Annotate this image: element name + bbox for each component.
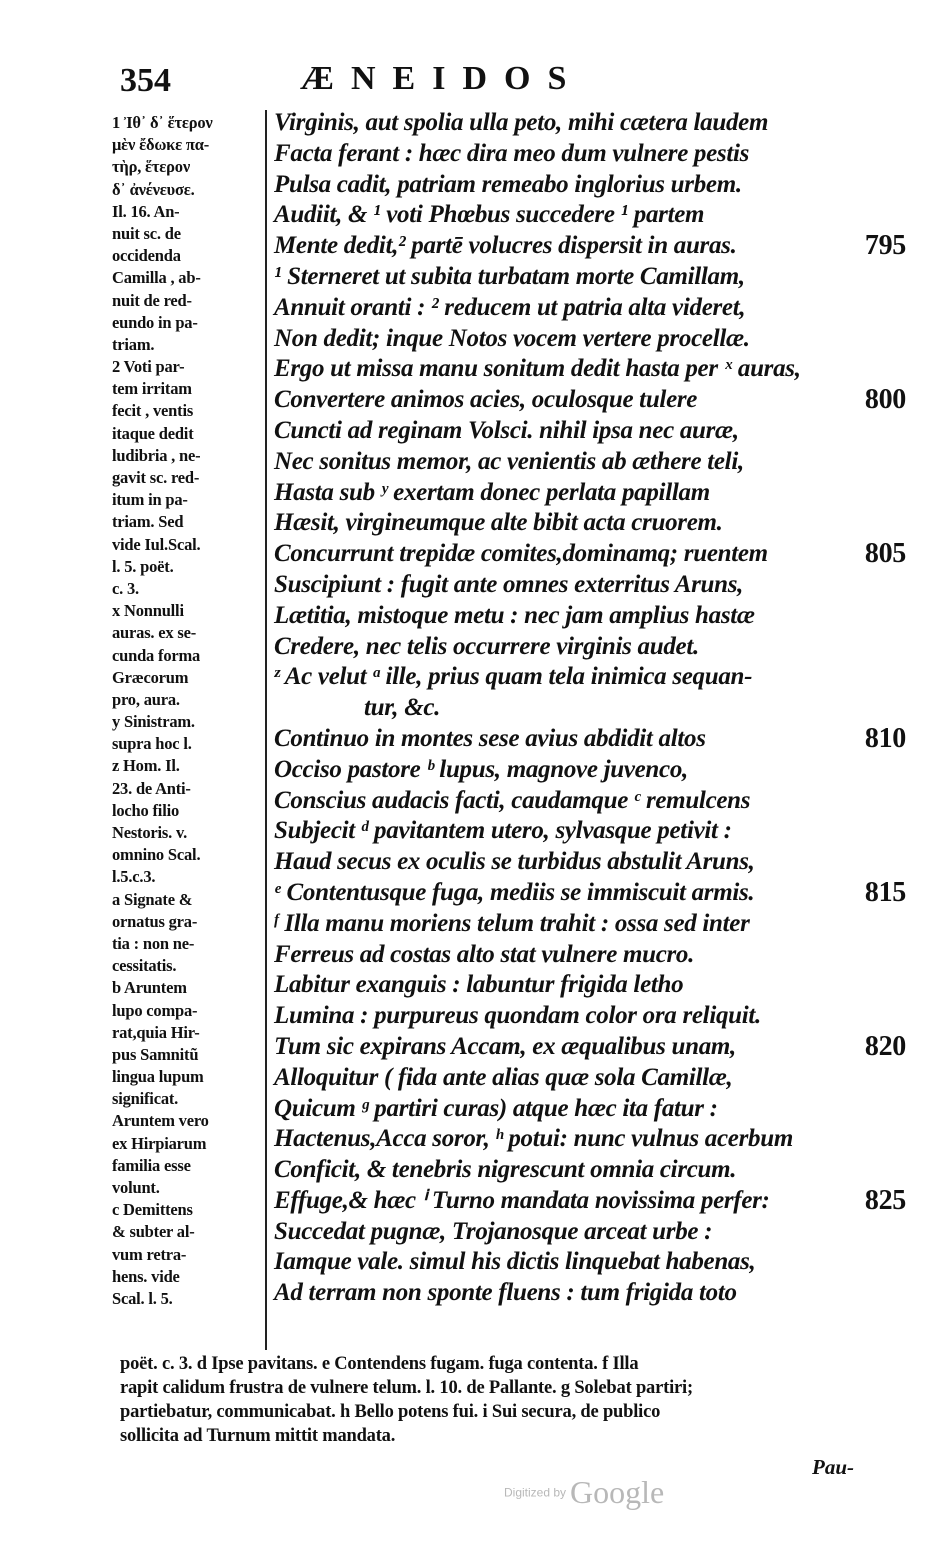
- verse-text: Labitur exanguis : labuntur frigida letho: [274, 971, 684, 999]
- margin-note-line: nuit de red-: [112, 290, 192, 310]
- margin-note-line: gavit sc. red-: [112, 468, 200, 487]
- verse-text: Conscius audacis facti, caudamque ᶜ remulcens: [274, 786, 751, 814]
- margin-note-line: y Sinistram.: [112, 712, 195, 732]
- verse-line: [274, 539, 904, 570]
- margin-note-line: l.5.c.3.: [112, 867, 156, 887]
- footnote-line: sollicita ad Turnum mittit mandata.: [120, 1426, 396, 1446]
- footnotes: [120, 1352, 880, 1448]
- verse-text: Lætitia, mistoque metu : nec jam amplius hastæ: [274, 601, 755, 629]
- footnote-line: partiebatur, communicabat. h Bello potens fui. i Sui secura, de publico: [120, 1402, 661, 1422]
- verse-text: Credere, nec telis occurrere virginis audet.: [274, 632, 699, 660]
- margin-note-line: Il. 16. An-: [112, 201, 180, 221]
- verse-text: Convertere animos acies, oculosque tulere: [274, 386, 698, 414]
- margin-note-line: eundo in pa-: [112, 312, 198, 332]
- running-head: ÆNEIDOS: [300, 60, 584, 97]
- verse-line: [274, 909, 904, 940]
- line-number: 820: [864, 1030, 906, 1062]
- verse-line: [274, 816, 904, 847]
- margin-note-line: rat,quia Hir-: [112, 1022, 200, 1042]
- verse-line: [274, 1032, 904, 1063]
- verse-text: Cuncti ad reginam Volsci. nihil ipsa nec auræ,: [274, 416, 739, 444]
- margin-note-line: volunt.: [112, 1178, 160, 1197]
- verse-line: [274, 878, 904, 909]
- margin-note-line: cunda forma: [112, 645, 201, 665]
- margin-note-line: 1 Ἰθ᾽ δ᾽ ἕτερον: [112, 113, 213, 132]
- verse-text: Annuit oranti : ² reducem ut patria alta videret,: [274, 293, 746, 321]
- margin-note-line: itum in pa-: [112, 490, 188, 510]
- verse-text: Facta ferant : hæc dira meo dum vulnere pestis: [274, 139, 750, 167]
- margin-note-line: lupo compa-: [112, 1000, 198, 1020]
- margin-note-line: 2 Voti par-: [112, 357, 185, 377]
- margin-note-line: supra hoc l.: [112, 734, 192, 754]
- verse-text: Occiso pastore ᵇ lupus, magnove juvenco,: [274, 755, 688, 783]
- margin-note-line: a Signate &: [112, 889, 193, 909]
- verse-text: Effuge,& hæc ⁱ Turno mandata novissima perfer:: [274, 1186, 770, 1214]
- verse-text: ᶻ Ac velut ᵃ ille, prius quam tela inimica sequan-: [274, 663, 753, 691]
- verse-text: tur, &c.: [364, 694, 441, 722]
- margin-note-line: vum retra-: [112, 1244, 187, 1264]
- verse-line: [274, 601, 904, 632]
- verse-line: [274, 755, 904, 786]
- verse-line: [274, 1124, 904, 1155]
- verse-text: Non dedit; inque Notos vocem vertere procellæ.: [274, 324, 750, 352]
- verse-text: Hactenus,Acca soror, ʰ potui: nunc vulnus acerbum: [274, 1125, 793, 1153]
- catchword: Pau-: [812, 1455, 854, 1479]
- verse-text: Conficit, & tenebris nigrescunt omnia circum.: [274, 1156, 737, 1184]
- verse-text: Alloquitur ( fida ante alias quæ sola Camillæ,: [274, 1063, 733, 1091]
- verse-text: Virginis, aut spolia ulla peto, mihi cætera laudem: [274, 109, 769, 136]
- verse-text: Hæsit, virgineumque alte bibit acta cruorem.: [274, 509, 723, 537]
- verse-line: [274, 139, 904, 170]
- verse-text: Succedat pugnæ, Trojanosque arceat urbe :: [274, 1217, 713, 1245]
- verse-line: [274, 231, 904, 262]
- footnote-line: poët. c. 3. d Ipse pavitans. e Contendens fugam. fuga contenta. f Illa: [120, 1354, 639, 1374]
- margin-note-line: ex Hirpiarum: [112, 1133, 207, 1153]
- verse-line: [274, 662, 904, 693]
- verse-line: [274, 970, 904, 1001]
- verse-line: [274, 1217, 904, 1248]
- column-divider: [265, 110, 267, 1350]
- margin-note-line: triam.: [112, 334, 155, 354]
- margin-note-line: locho filio: [112, 800, 180, 820]
- margin-note-line: c Demittens: [112, 1200, 193, 1220]
- verse-text: Pulsa cadit, patriam remeabo inglorius urbem.: [274, 170, 742, 198]
- verse-line: [274, 632, 904, 663]
- verse-line: [274, 262, 904, 293]
- margin-note-line: itaque dedit: [112, 423, 194, 443]
- verse-line: [274, 385, 904, 416]
- margin-note-line: & subter al-: [112, 1222, 195, 1242]
- line-number: 795: [864, 230, 906, 262]
- verse-text: Quicum ᵍ partiri curas) atque hæc ita fatur :: [274, 1094, 718, 1122]
- margin-note-line: auras. ex se-: [112, 623, 197, 643]
- verse-text: ᵉ Contentusque fuga, mediis se immiscuit armis.: [274, 878, 755, 906]
- verse-line: [274, 324, 904, 355]
- margin-note-line: ludibria , ne-: [112, 445, 201, 465]
- margin-note-line: l. 5. poët.: [112, 556, 174, 576]
- margin-note-line: vide Iul.Scal.: [112, 534, 201, 554]
- margin-note-line: ornatus gra-: [112, 911, 198, 931]
- margin-note-line: Scal. l. 5.: [112, 1288, 173, 1308]
- line-number: 800: [864, 384, 906, 416]
- verse-line: [274, 200, 904, 231]
- verse-line: [274, 293, 904, 324]
- margin-note-line: δ᾽ ἀνένευσε.: [112, 179, 195, 199]
- margin-note-line: Aruntem vero: [112, 1111, 209, 1131]
- margin-note-line: hens. vide: [112, 1266, 180, 1286]
- verse-text: Haud secus ex oculis se turbidus abstulit Aruns,: [274, 848, 755, 876]
- margin-note-line: omnino Scal.: [112, 845, 201, 865]
- verse-line: [274, 1063, 904, 1094]
- verse-text: Concurrunt trepidæ comites,dominamq; ruentem: [274, 540, 768, 568]
- verse-text: Subjecit ᵈ pavitantem utero, sylvasque petivit :: [274, 817, 732, 845]
- margin-note-line: occidenda: [112, 246, 181, 266]
- margin-note-line: z Hom. Il.: [112, 756, 180, 776]
- line-number: 825: [864, 1184, 906, 1216]
- verse-text: Ferreus ad costas alto stat vulnere mucro.: [274, 940, 695, 968]
- margin-note-line: lingua lupum: [112, 1067, 204, 1087]
- verse-line: [274, 447, 904, 478]
- verse-line: [274, 570, 904, 601]
- verse-line: [274, 1186, 904, 1217]
- verse-line: [274, 1155, 904, 1186]
- margin-note-line: μὲν ἔδωκε πα-: [112, 135, 210, 155]
- line-number: 810: [864, 722, 906, 754]
- google-watermark: [504, 1474, 664, 1511]
- verse-line: [274, 1094, 904, 1125]
- margin-note-line: b Aruntem: [112, 978, 187, 998]
- margin-note-line: x Nonnulli: [112, 601, 184, 621]
- margin-note-line: familia esse: [112, 1155, 191, 1175]
- margin-note-line: triam. Sed: [112, 512, 184, 532]
- margin-note-line: nuit sc. de: [112, 223, 181, 243]
- verse-line: [274, 1001, 904, 1032]
- verse-line: [274, 1278, 904, 1309]
- verse-line: [274, 940, 904, 971]
- verse-text: Mente dedit,² partē volucres dispersit in auras.: [274, 232, 737, 260]
- margin-note-line: tia : non ne-: [112, 933, 195, 953]
- verse-text: Ergo ut missa manu sonitum dedit hasta per ˣ auras,: [274, 355, 801, 383]
- margin-note-line: tem irritam: [112, 379, 192, 399]
- verse-text: Lumina : purpureus quondam color ora reliquit.: [274, 1002, 762, 1030]
- margin-note-line: fecit , ventis: [112, 401, 194, 421]
- margin-note-line: pro, aura.: [112, 689, 180, 709]
- verse-line: [274, 416, 904, 447]
- margin-notes: [112, 112, 264, 1310]
- verse-line: [274, 478, 904, 509]
- verse-line: [274, 693, 904, 724]
- margin-note-line: cessitatis.: [112, 956, 177, 976]
- verse-text: ¹ Sterneret ut subita turbatam morte Camillam,: [274, 262, 745, 290]
- watermark-logo: Google: [570, 1474, 665, 1510]
- verse-text: Continuo in montes sese avius abdidit altos: [274, 724, 706, 752]
- verse-text: Tum sic expirans Accam, ex æqualibus unam,: [274, 1032, 736, 1060]
- verse-text: Suscipiunt : fugit ante omnes exterritus Aruns,: [274, 570, 744, 598]
- verse-line: [274, 847, 904, 878]
- verse-line: [274, 724, 904, 755]
- watermark-prefix: Digitized by: [504, 1485, 567, 1500]
- margin-note-line: Nestoris. v.: [112, 823, 188, 842]
- margin-note-line: c. 3.: [112, 578, 139, 598]
- footnote-line: rapit calidum frustra de vulnere telum. l. 10. de Pallante. g Solebat partiri;: [120, 1378, 693, 1398]
- page-number: 354: [120, 62, 171, 99]
- margin-note-line: Camilla , ab-: [112, 268, 201, 288]
- verse-line: [274, 108, 904, 139]
- line-number: 805: [864, 538, 906, 570]
- verse-text: Iamque vale. simul his dictis linquebat habenas,: [274, 1248, 756, 1276]
- margin-note-line: pus Samnitũ: [112, 1044, 199, 1064]
- margin-note-line: significat.: [112, 1089, 179, 1109]
- verse-column: [274, 108, 904, 1309]
- verse-line: [274, 786, 904, 817]
- verse-text: Audiit, & ¹ voti Phœbus succedere ¹ partem: [274, 201, 705, 229]
- margin-note-line: τὴρ, ἕτερον: [112, 157, 191, 177]
- verse-text: Hasta sub ʸ exertam donec perlata papillam: [274, 478, 710, 506]
- margin-note-line: Græcorum: [112, 667, 189, 687]
- verse-text: ᶠ Illa manu moriens telum trahit : ossa sed inter: [274, 909, 750, 937]
- verse-line: [274, 170, 904, 201]
- verse-line: [274, 1247, 904, 1278]
- verse-line: [274, 508, 904, 539]
- margin-note-line: 23. de Anti-: [112, 778, 191, 798]
- line-number: 815: [864, 876, 906, 908]
- verse-text: Nec sonitus memor, ac venientis ab æthere teli,: [274, 447, 744, 475]
- verse-text: Ad terram non sponte fluens : tum frigida toto: [274, 1279, 737, 1307]
- verse-line: [274, 354, 904, 385]
